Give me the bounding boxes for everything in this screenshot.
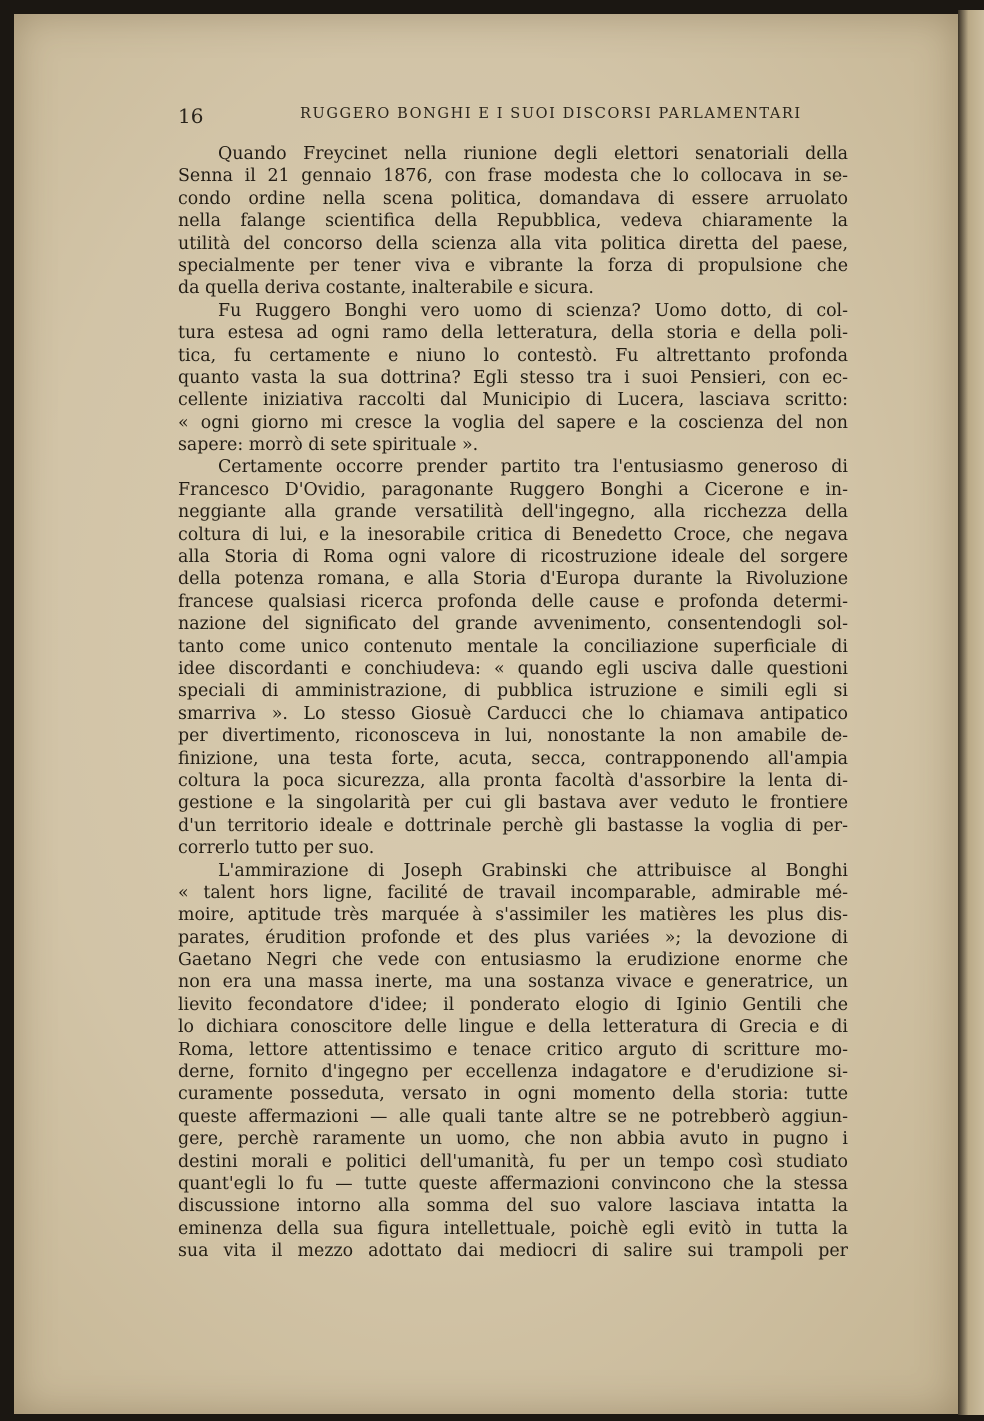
text-line: Fu Ruggero Bonghi vero uomo di scienza? Uomo dotto, di col- bbox=[218, 300, 848, 321]
text-line: tanto come unico contenuto mentale la conciliazione superficiale di bbox=[178, 636, 848, 657]
page-number: 16 bbox=[178, 104, 204, 128]
text-line: « ogni giorno mi cresce la voglia del sapere e la coscienza del non bbox=[178, 412, 848, 433]
text-line: Gaetano Negri che vede con entusiasmo la erudizione enorme che bbox=[178, 950, 848, 971]
text-line: nazione del significato del grande avvenimento, consentendogli sol- bbox=[178, 614, 848, 635]
text-line: tica, fu certamente e niuno lo contestò. Fu altrettanto profonda bbox=[178, 345, 848, 366]
text-line: coltura di lui, e la inesorabile critica di Benedetto Croce, che negava bbox=[178, 524, 848, 545]
text-line: speciali di amministrazione, di pubblica istruzione e simili egli si bbox=[178, 681, 848, 702]
text-line: eminenza della sua figura intellettuale, poichè egli evitò in tutta la bbox=[178, 1218, 848, 1239]
text-line: lievito fecondatore d'idee; il ponderato elogio di Iginio Gentili che bbox=[178, 994, 848, 1015]
text-line: da quella deriva costante, inalterabile e sicura. bbox=[178, 278, 594, 299]
text-line: neggiante alla grande versatilità dell'ingegno, alla ricchezza della bbox=[178, 502, 848, 523]
text-line: specialmente per tener viva e vibrante la forza di propulsione che bbox=[178, 255, 848, 276]
text-line: discussione intorno alla somma del suo valore lasciava intatta la bbox=[178, 1196, 848, 1217]
text-line: sua vita il mezzo adottato dai mediocri di salire sui trampoli per bbox=[178, 1241, 848, 1262]
text-line: parates, érudition profonde et des plus variées »; la devozione di bbox=[178, 927, 848, 948]
text-line: condo ordine nella scena politica, domandava di essere arruolato bbox=[178, 188, 848, 209]
text-line: lo dichiara conoscitore delle lingue e della letteratura di Grecia e di bbox=[178, 1017, 848, 1038]
text-line: L'ammirazione di Joseph Grabinski che attribuisce al Bonghi bbox=[218, 860, 848, 881]
text-line: gestione e la singolarità per cui gli bastava aver veduto le frontiere bbox=[178, 793, 848, 814]
text-line: Certamente occorre prender partito tra l'entusiasmo generoso di bbox=[218, 457, 848, 478]
text-line: della potenza romana, e alla Storia d'Europa durante la Rivoluzione bbox=[178, 569, 848, 590]
text-line: smarriva ». Lo stesso Giosuè Carducci che lo chiamava antipatico bbox=[178, 703, 848, 724]
text-line: moire, aptitude très marquée à s'assimiler les matières les plus dis- bbox=[178, 905, 848, 926]
text-line: sapere: morrò di sete spirituale ». bbox=[178, 435, 479, 456]
text-line: d'un territorio ideale e dottrinale perchè gli bastasse la voglia di per- bbox=[178, 815, 848, 836]
text-line: non era una massa inerte, ma una sostanza vivace e generatrice, un bbox=[178, 972, 848, 993]
text-line: cellente iniziativa raccolti dal Municipio di Lucera, lasciava scritto: bbox=[178, 390, 848, 411]
text-line: quanto vasta la sua dottrina? Egli stesso tra i suoi Pensieri, con ec- bbox=[178, 367, 848, 388]
text-line: utilità del concorso della scienza alla vita politica diretta del paese, bbox=[178, 233, 848, 254]
text-line: correrlo tutto per suo. bbox=[178, 838, 375, 859]
text-line: destini morali e politici dell'umanità, fu per un tempo così studiato bbox=[178, 1151, 848, 1172]
text-line: queste affermazioni — alle quali tante altre se ne potrebberò aggiun- bbox=[178, 1106, 848, 1127]
text-line: idee discordanti e conchiudeva: « quando egli usciva dalle questioni bbox=[178, 658, 848, 679]
text-line: nella falange scientifica della Repubblica, vedeva chiaramente la bbox=[178, 211, 848, 232]
text-line: Francesco D'Ovidio, paragonante Ruggero Bonghi a Cicerone e in- bbox=[178, 479, 848, 500]
text-line: gere, perchè raramente un uomo, che non abbia avuto in pugno i bbox=[178, 1129, 848, 1150]
text-line: « talent hors ligne, facilité de travail incomparable, admirable mé- bbox=[178, 882, 848, 903]
text-line: per divertimento, riconosceva in lui, nonostante la non amabile de- bbox=[178, 726, 848, 747]
text-line: tura estesa ad ogni ramo della letteratura, della storia e della poli- bbox=[178, 323, 848, 344]
running-head: RUGGERO BONGHI E I SUOI DISCORSI PARLAMENTARI bbox=[300, 106, 802, 122]
text-line: Senna il 21 gennaio 1876, con frase modesta che lo collocava in se- bbox=[178, 166, 848, 187]
text-line: curamente posseduta, versato in ogni momento della storia: tutte bbox=[178, 1084, 848, 1105]
text-line: derne, fornito d'ingegno per eccellenza indagatore e d'erudizione si- bbox=[178, 1062, 848, 1083]
body-text bbox=[178, 143, 848, 1263]
text-line: coltura la poca sicurezza, alla pronta facoltà d'assorbire la lenta di- bbox=[178, 770, 848, 791]
text-line: alla Storia di Roma ogni valore di ricostruzione ideale del sorgere bbox=[178, 547, 848, 568]
text-line: finizione, una testa forte, acuta, secca, contrapponendo all'ampia bbox=[178, 748, 848, 769]
text-line: Quando Freycinet nella riunione degli elettori senatoriali della bbox=[218, 144, 848, 164]
page-header bbox=[178, 100, 848, 130]
text-line: Roma, lettore attentissimo e tenace critico arguto di scritture mo- bbox=[178, 1039, 848, 1060]
text-line: quant'egli lo fu — tutte queste affermazioni convincono che la stessa bbox=[178, 1173, 848, 1194]
adjacent-page-edge bbox=[958, 10, 984, 1415]
text-line: francese qualsiasi ricerca profonda delle cause e profonda determi- bbox=[178, 591, 848, 612]
